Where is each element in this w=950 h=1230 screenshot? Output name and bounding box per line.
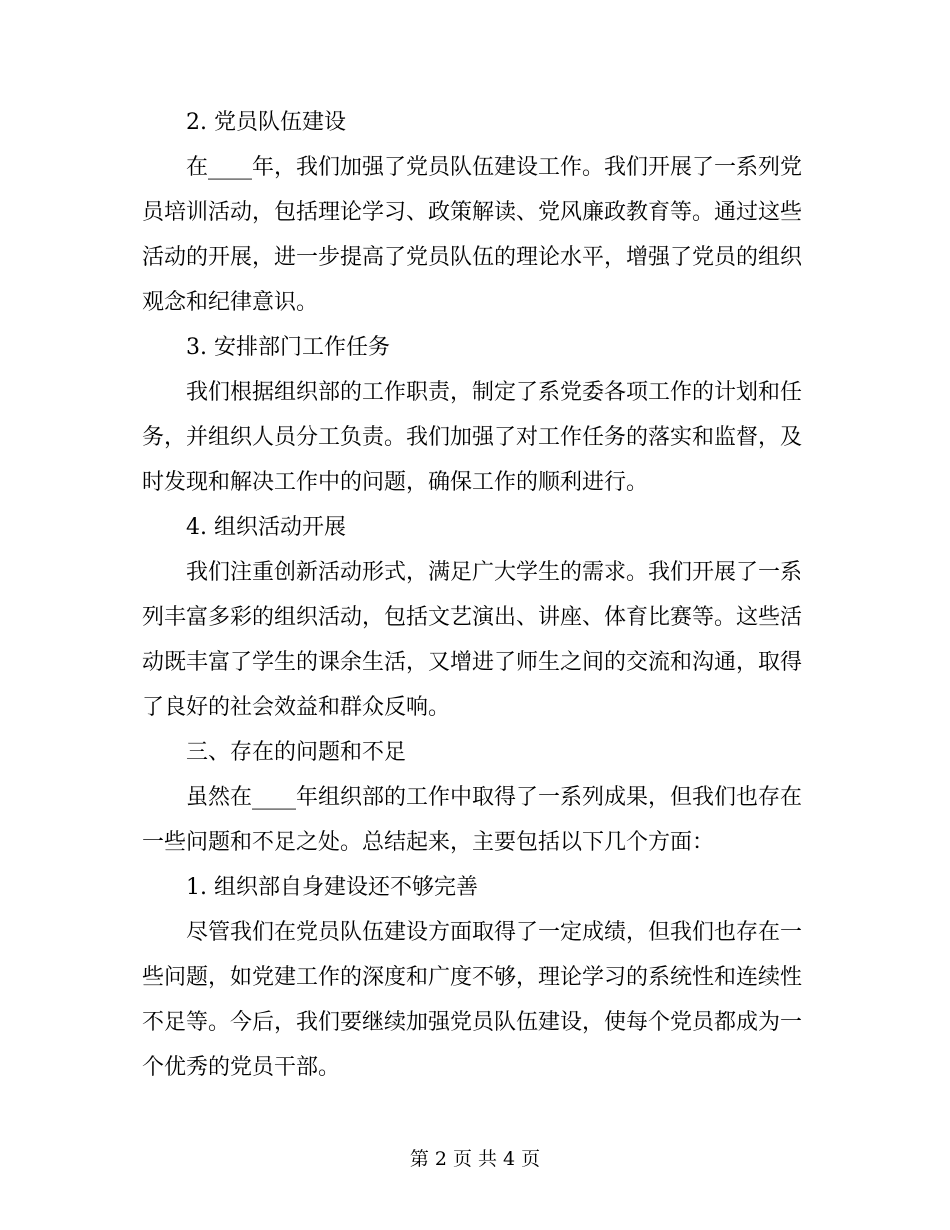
paragraph-party-team: 在____年，我们加强了党员队伍建设工作。我们开展了一系列党员培训活动，包括理论学习、政策解读、党风廉政教育等。通过这些活动的开展，进一步提高了党员队伍的理论水平，增强了党员的组织观念和纪律意识。 bbox=[142, 155, 803, 315]
section-heading-dept-tasks: 3. 安排部门工作任务 bbox=[186, 335, 390, 360]
document-body bbox=[142, 100, 802, 1090]
paragraph-activities: 我们注重创新活动形式，满足广大学生的需求。我们开展了一系列丰富多彩的组织活动，包括文艺演出、讲座、体育比赛等。这些活动既丰富了学生的课余生活，又增进了师生之间的交流和沟通，取得了良好的社会效益和群众反响。 bbox=[142, 560, 803, 720]
section-heading-problems: 三、存在的问题和不足 bbox=[186, 740, 407, 765]
paragraph-dept-tasks: 我们根据组织部的工作职责，制定了系党委各项工作的计划和任务，并组织人员分工负责。我们加强了对工作任务的落实和监督，及时发现和解决工作中的问题，确保工作的顺利进行。 bbox=[142, 380, 803, 495]
section-heading-self-building: 1. 组织部自身建设还不够完善 bbox=[186, 875, 478, 900]
section-heading-party-team: 2. 党员队伍建设 bbox=[186, 110, 346, 135]
paragraph-self-building: 尽管我们在党员队伍建设方面取得了一定成绩，但我们也存在一些问题，如党建工作的深度和广度不够，理论学习的系统性和连续性不足等。今后，我们要继续加强党员队伍建设，使每个党员都成为一个优秀的党员干部。 bbox=[142, 920, 803, 1080]
section-heading-activities: 4. 组织活动开展 bbox=[186, 515, 346, 540]
page-number-footer: 第 2 页 共 4 页 bbox=[409, 1148, 541, 1170]
paragraph-problems: 虽然在____年组织部的工作中取得了一系列成果，但我们也存在一些问题和不足之处。总结起来，主要包括以下几个方面： bbox=[142, 785, 803, 855]
